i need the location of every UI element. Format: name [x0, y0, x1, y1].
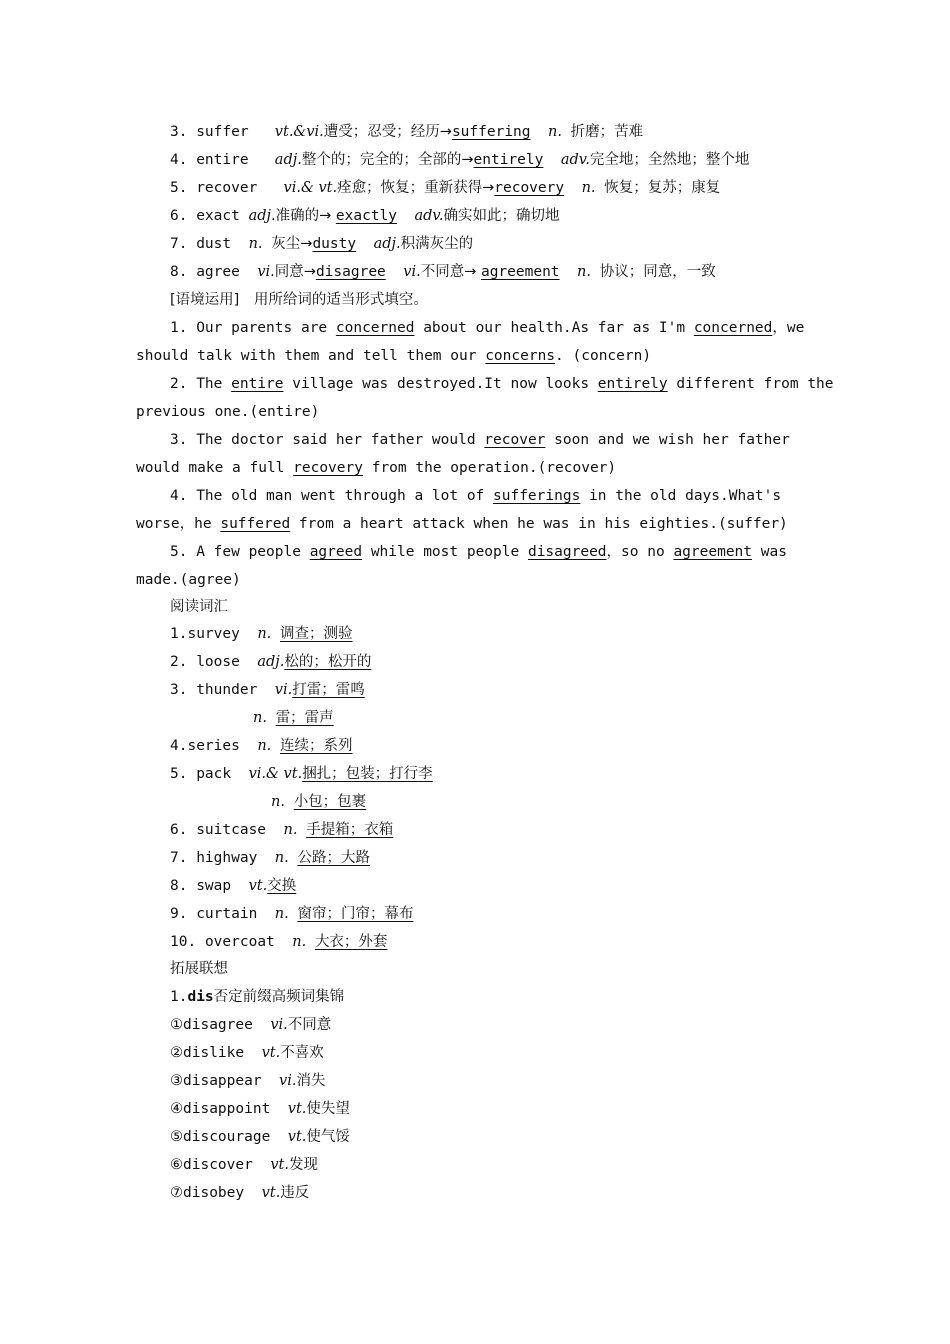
reading-item-thunder: 3. thunder vi.打雷；雷鸣: [170, 682, 365, 698]
dis-word-disobey: ⑦disobey vt.违反: [170, 1185, 310, 1201]
exercise-4-line-1: 4. The old man went through a lot of sufferings in the old days.What's: [170, 488, 782, 504]
vocab-item-suffer: 3. suffer vt.&vi.遭受；忍受；经历→suffering n. 折磨；苦难: [170, 124, 644, 140]
exercise-4-line-2: worse，he suffered from a heart attack when he was in his eighties.(suffer): [136, 516, 788, 532]
exercise-5-line-1: 5. A few people agreed while most people disagreed，so no agreement was: [170, 544, 787, 560]
dis-word-disappear: ③disappear vi.消失: [170, 1073, 326, 1089]
vocab-item-entire: 4. entire adj.整个的；完全的；全部的→entirely adv.完全地；全然地；整个地: [170, 152, 750, 168]
reading-item-curtain: 9. curtain n. 窗帘；门帘；幕布: [170, 906, 414, 922]
reading-item-suitcase: 6. suitcase n. 手提箱；衣箱: [170, 822, 394, 838]
exercise-1-line-1: 1. Our parents are concerned about our health.As far as I'm concerned，we: [170, 320, 805, 336]
dis-word-discourage: ⑤discourage vt.使气馁: [170, 1129, 350, 1145]
expand-heading: 拓展联想: [170, 961, 228, 977]
dis-word-dislike: ②dislike vt.不喜欢: [170, 1045, 324, 1061]
context-heading: [语境运用] 用所给词的适当形式填空。: [170, 292, 428, 308]
vocab-item-recover: 5. recover vi.& vt.痊愈；恢复；重新获得→recovery n. 恢复；复苏；康复: [170, 180, 721, 196]
dis-word-discover: ⑥discover vt.发现: [170, 1157, 318, 1173]
reading-item-pack: 5. pack vi.& vt.捆扎；包装；打行李: [170, 766, 433, 782]
dis-word-disappoint: ④disappoint vt.使失望: [170, 1101, 350, 1117]
expand-subheading: 1.dis否定前缀高频词集锦: [170, 989, 345, 1005]
reading-item-series: 4.series n. 连续；系列: [170, 738, 353, 754]
reading-item-pack-noun: n. 小包；包裹: [271, 794, 367, 810]
exercise-5-line-2: made.(agree): [136, 572, 241, 588]
reading-item-highway: 7. highway n. 公路；大路: [170, 850, 370, 866]
dis-word-disagree: ①disagree vi.不同意: [170, 1017, 332, 1033]
exercise-1-line-2: should talk with them and tell them our concerns. (concern): [136, 348, 652, 364]
reading-item-survey: 1.survey n. 调查；测验: [170, 626, 353, 642]
vocab-item-exact: 6. exact adj.准确的→ exactly adv.确实如此；确切地: [170, 208, 560, 224]
exercise-3-line-2: would make a full recovery from the operation.(recover): [136, 460, 617, 476]
vocab-item-agree: 8. agree vi.同意→disagree vi.不同意→ agreement n. 协议；同意，一致: [170, 264, 716, 280]
reading-item-swap: 8. swap vt.交换: [170, 878, 297, 894]
reading-item-thunder-noun: n. 雷；雷声: [253, 710, 334, 726]
exercise-3-line-1: 3. The doctor said her father would recover soon and we wish her father: [170, 432, 790, 448]
reading-item-overcoat: 10. overcoat n. 大衣；外套: [170, 934, 388, 950]
exercise-2-line-2: previous one.(entire): [136, 404, 320, 420]
vocab-item-dust: 7. dust n. 灰尘→dusty adj.积满灰尘的: [170, 236, 474, 252]
reading-heading: 阅读词汇: [170, 599, 228, 615]
reading-item-loose: 2. loose adj.松的；松开的: [170, 654, 372, 670]
exercise-2-line-1: 2. The entire village was destroyed.It now looks entirely different from the: [170, 376, 834, 392]
